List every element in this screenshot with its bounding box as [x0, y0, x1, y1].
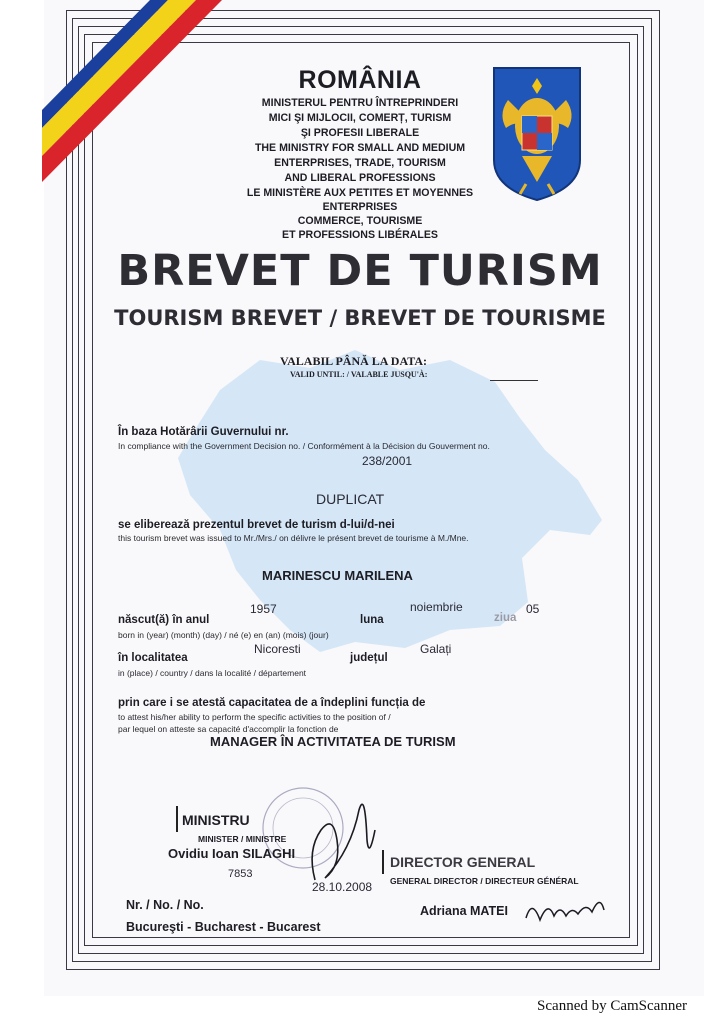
birth-locality: Nicoresti [254, 642, 301, 656]
ministry-line: THE MINISTRY FOR SMALL AND MEDIUM [254, 142, 466, 154]
decision-label: În baza Hotărârii Guvernului nr. [118, 426, 289, 438]
issued-label: se eliberează prezentul brevet de turism d-lui/d-nei [118, 519, 395, 531]
county-label: județul [350, 652, 388, 664]
issue-date: 28.10.2008 [312, 880, 373, 894]
ministry-line: ET PROFESSIONS LIBÉRALES [282, 229, 438, 241]
birth-year-label: născut(ă) în anul [118, 614, 210, 626]
function-translation-1: to attest his/her ability to perform the specific activities to the position of / [118, 712, 391, 722]
document-subtitle: TOURISM BREVET / BREVET DE TOURISME [114, 306, 606, 330]
ministry-line: ENTERPRISES, TRADE, TOURISM [274, 157, 446, 169]
ministry-line: MINISTERUL PENTRU ÎNTREPRINDERI [261, 97, 459, 109]
ministry-line: ŞI PROFESII LIBERALE [300, 127, 420, 139]
issued-translation: this tourism brevet was issued to Mr./Mrs./ on délivre le présent brevet de tourisme à M./Mne. [118, 533, 469, 543]
validity-blank-line [490, 380, 538, 381]
ministry-line: LE MINISTÈRE AUX PETITES ET MOYENNES [246, 187, 474, 199]
locality-translation: in (place) / country / dans la localité / département [118, 668, 307, 678]
minister-translation: MINISTER / MINISTRE [198, 834, 287, 844]
decision-translation: In compliance with the Government Decision no. / Conformément à la Décision du Gouverment no. [118, 441, 490, 451]
birth-month-label: luna [360, 614, 384, 626]
document-title: BREVET DE TURISM [117, 246, 603, 296]
country-title: ROMÂNIA [298, 66, 422, 94]
birth-day-label: ziua [494, 612, 517, 624]
validity-translation: VALID UNTIL: / VALABLE JUSQU'À: [290, 370, 428, 379]
registration-label: Nr. / No. / No. [126, 898, 204, 912]
function-label: prin care i se atestă capacitatea de a îndeplini funcția de [118, 697, 426, 709]
director-translation: GENERAL DIRECTOR / DIRECTEUR GÉNÉRAL [390, 876, 579, 886]
decision-number: 238/2001 [362, 454, 413, 468]
minister-title: MINISTRU [182, 812, 250, 828]
ministry-line: COMMERCE, TOURISME [297, 215, 423, 227]
ministry-seal-and-signature [255, 770, 385, 890]
director-signature [520, 880, 610, 930]
duplicate-mark: DUPLICAT [316, 491, 385, 507]
issue-city: Bucureşti - Bucharest - Bucarest [126, 920, 321, 934]
ministry-line: AND LIBERAL PROFESSIONS [284, 172, 436, 184]
minister-bar [176, 806, 178, 832]
ministry-line: MICI ŞI MIJLOCII, COMERȚ, TURISM [268, 112, 452, 124]
position-title: MANAGER ÎN ACTIVITATEA DE TURISM [210, 734, 456, 749]
birth-month: noiembrie [410, 600, 463, 614]
director-title: DIRECTOR GENERAL [390, 854, 536, 870]
ministry-line: ENTERPRISES [322, 201, 398, 213]
registration-number: 7853 [228, 868, 253, 880]
minister-name: Ovidiu Ioan SILAGHI [168, 846, 296, 861]
director-bar [382, 850, 384, 874]
birth-county: Galați [420, 642, 452, 656]
tricolor-ribbon [0, 0, 230, 200]
function-translation-2: par lequel on atteste sa capacité d'accomplir la fonction de [118, 724, 339, 734]
validity-label: VALABIL PÂNĂ LA DATA: [280, 354, 428, 368]
locality-label: în localitatea [118, 652, 188, 664]
holder-name: MARINESCU MARILENA [262, 568, 413, 583]
scanner-footer: Scanned by CamScanner [537, 998, 687, 1014]
birth-day: 05 [526, 602, 540, 616]
director-name: Adriana MATEI [420, 904, 508, 918]
birth-year: 1957 [250, 602, 277, 616]
birth-translation: born in (year) (month) (day) / né (e) en (an) (mois) (jour) [118, 630, 329, 640]
